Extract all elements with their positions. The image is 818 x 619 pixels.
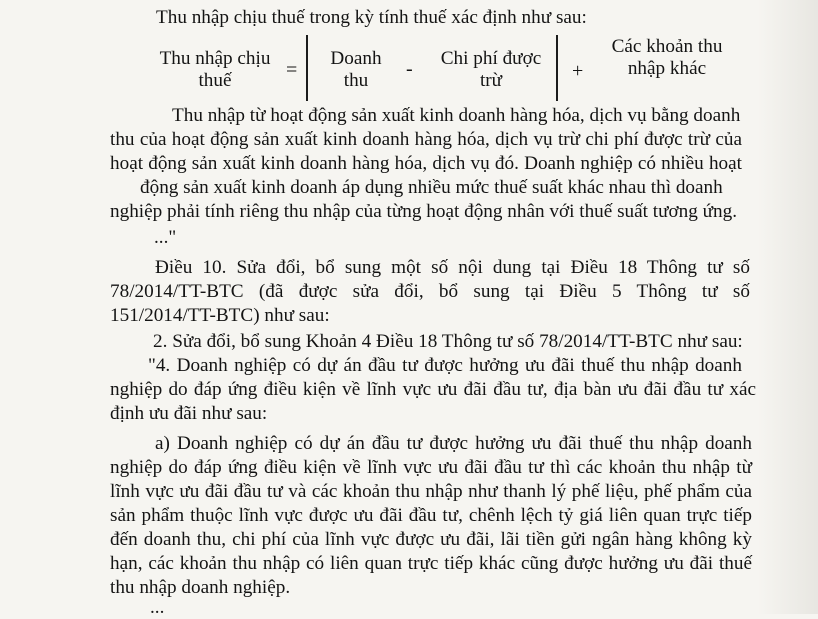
formula-term-deductible [432,48,550,92]
intro-line: Thu nhập chịu thuế trong kỳ tính thuế xác định như sau: [156,7,587,28]
closing-quote-ellipsis: ..." [154,227,177,248]
formula-term-other-income-line2: nhập khác [627,58,707,79]
point-a-line: đến doanh thu, chi phí của lĩnh vực được ưu đãi, lãi tiền gửi ngân hàng không kỳ [110,529,752,550]
formula-minus: - [406,58,413,80]
formula-divider-right [556,35,558,101]
formula-equals: = [286,59,298,81]
formula-term-revenue [318,48,394,92]
formula-term-revenue-line2: thu [343,70,369,91]
formula-plus: + [572,60,584,82]
article-10-line: Điều 10. Sửa đổi, bổ sung một số nội dung tại Điều 18 Thông tư số [155,257,750,278]
formula-lhs-line1: Thu nhập chịu [159,48,271,69]
paragraph-line: hoạt động sản xuất kinh doanh hàng hóa, dịch vụ đó. Doanh nghiệp có nhiều hoạt [110,153,742,174]
formula-lhs [150,48,280,92]
item-2: 2. Sửa đổi, bổ sung Khoản 4 Điều 18 Thông tư số 78/2014/TT-BTC như sau: [153,331,743,352]
point-a-line: sản phẩm thuộc lĩnh vực được ưu đãi đầu tư, chênh lệch tỷ giá liên quan trực tiếp [110,505,752,526]
formula-term-revenue-line1: Doanh [330,48,382,69]
article-10-line: 151/2014/TT-BTC) như sau: [110,305,330,326]
clause-4-line: định ưu đãi như sau: [110,403,268,424]
article-10-line: 78/2014/TT-BTC (đã được sửa đổi, bổ sung tại Điều 5 Thông tư số [110,281,750,302]
point-a-line: a) Doanh nghiệp có dự án đầu tư được hưởng ưu đãi thuế thu nhập doanh [155,433,752,454]
point-a-line: thu nhập doanh nghiệp. [110,577,291,598]
clause-4-line: nghiệp do đáp ứng điều kiện về lĩnh vực ưu đãi đầu tư, địa bàn ưu đãi đầu tư xác [110,379,756,400]
scan-edge-shadow [758,0,818,614]
formula-term-other-income [600,36,734,80]
paragraph-line: nghiệp phải tính riêng thu nhập của từng hoạt động nhân với thuế suất tương ứng. [110,201,738,222]
point-a-line: hạn, các khoản thu nhập có liên quan trực tiếp khác cũng được hưởng ưu đãi thuế [110,553,752,574]
clause-4-line: "4. Doanh nghiệp có dự án đầu tư được hưởng ưu đãi thuế thu nhập doanh [148,355,742,376]
paragraph-line: thu của hoạt động sản xuất kinh doanh hàng hóa, dịch vụ trừ chi phí được trừ của [110,129,742,150]
formula-term-deductible-line2: trừ [479,70,503,91]
point-a-line: lĩnh vực ưu đãi đầu tư và các khoản thu nhập như thanh lý phế liệu, phế phẩm của [110,481,752,502]
paragraph-line: Thu nhập từ hoạt động sản xuất kinh doanh hàng hóa, dịch vụ bằng doanh [172,105,741,126]
formula-lhs-line2: thuế [198,70,232,91]
paragraph-line: động sản xuất kinh doanh áp dụng nhiều mức thuế suất khác nhau thì doanh [140,177,723,198]
formula-term-deductible-line1: Chi phí được [440,48,542,69]
formula-divider-left [306,35,308,101]
formula-term-other-income-line1: Các khoản thu [611,36,723,57]
trailing-ellipsis: ... [150,597,165,618]
point-a-line: nghiệp do đáp ứng điều kiện về lĩnh vực ưu đãi đầu tư thì các khoản thu nhập từ [110,457,752,478]
